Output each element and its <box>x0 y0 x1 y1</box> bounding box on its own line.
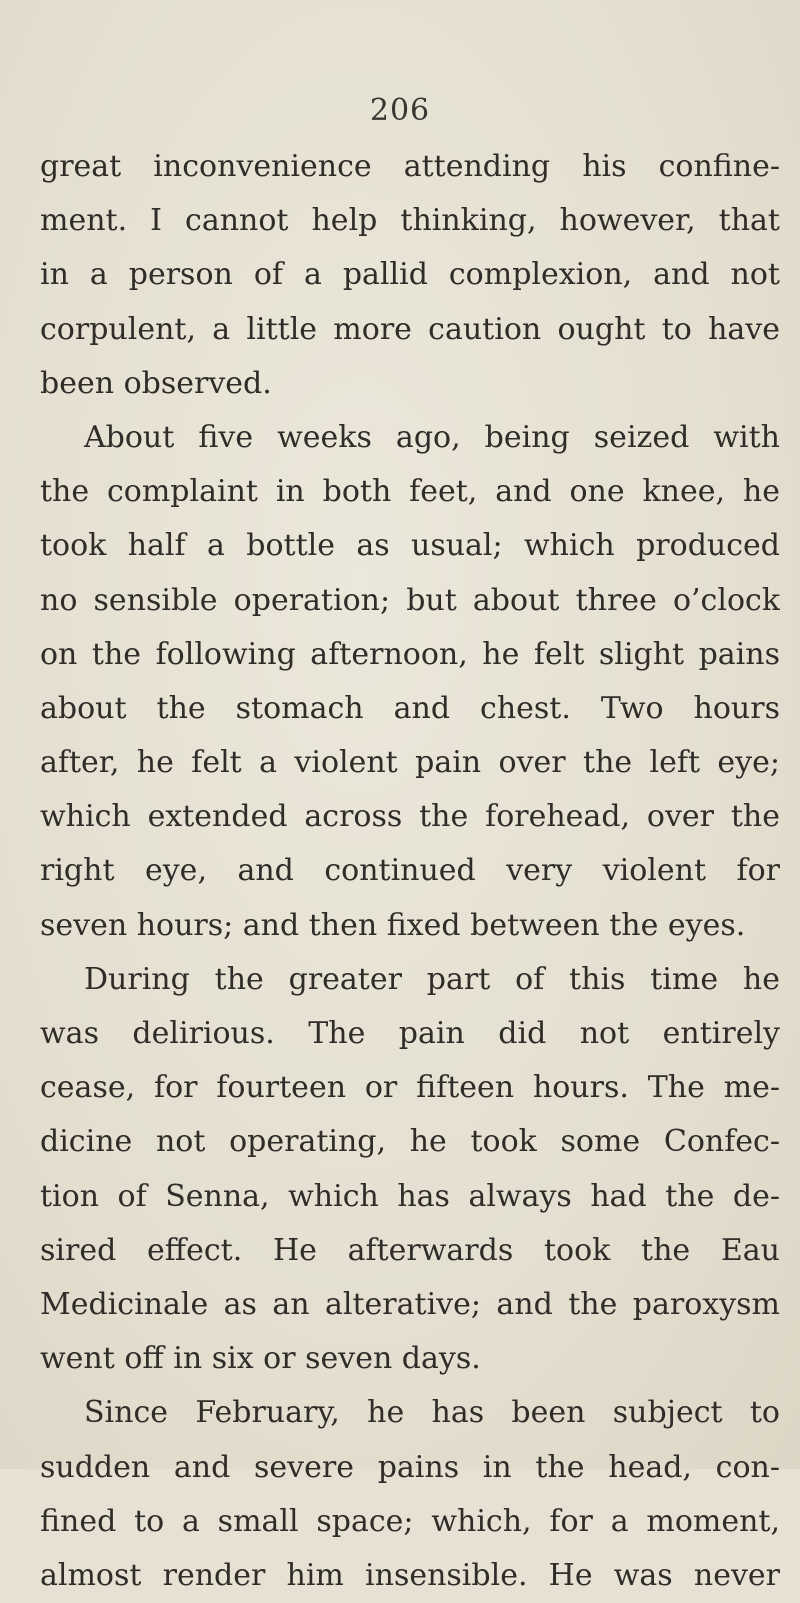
text-line: on the following afternoon, he felt slight pains <box>40 636 780 672</box>
text-line: tion of Senna, which has always had the de- <box>40 1178 780 1214</box>
text-line: ment. I cannot help thinking, however, that <box>40 203 780 239</box>
text-line: right eye, and continued very violent for <box>40 853 780 889</box>
text-line: which extended across the forehead, over the <box>40 799 780 835</box>
text-line: no sensible operation; but about three o’clock <box>40 582 780 618</box>
text-line: sudden and severe pains in the head, con- <box>40 1449 780 1485</box>
text-line: went off in six or seven days. <box>40 1341 481 1377</box>
text-line: great inconvenience attending his confine- <box>40 149 780 184</box>
text-line: Since February, he has been subject to <box>84 1395 780 1431</box>
text-line: dicine not operating, he took some Confec- <box>40 1124 780 1160</box>
text-line: was delirious. The pain did not entirely <box>40 1016 780 1051</box>
text-line: seven hours; and then fixed between the eyes. <box>40 907 746 943</box>
text-line: been observed. <box>40 365 272 401</box>
body-text <box>40 140 780 1603</box>
text-line: cease, for fourteen or fifteen hours. The me- <box>40 1070 780 1106</box>
text-line: sired effect. He afterwards took the Eau <box>40 1232 780 1268</box>
page-number: 206 <box>369 93 431 128</box>
text-line: During the greater part of this time he <box>84 961 780 997</box>
text-line: the complaint in both feet, and one knee, he <box>40 474 780 510</box>
text-line: in a person of a pallid complexion, and not <box>40 257 780 293</box>
text-line: corpulent, a little more caution ought to have <box>40 311 780 347</box>
text-line: about the stomach and chest. Two hours <box>40 690 780 726</box>
text-line: after, he felt a violent pain over the left eye; <box>40 745 780 781</box>
text-line: About five weeks ago, being seized with <box>84 419 780 455</box>
text-line: fined to a small space; which, for a moment, <box>40 1503 780 1539</box>
text-line: Medicinale as an alterative; and the paroxysm <box>40 1286 780 1322</box>
text-line: almost render him insensible. He was never <box>40 1557 780 1593</box>
text-line: took half a bottle as usual; which produced <box>40 528 780 564</box>
